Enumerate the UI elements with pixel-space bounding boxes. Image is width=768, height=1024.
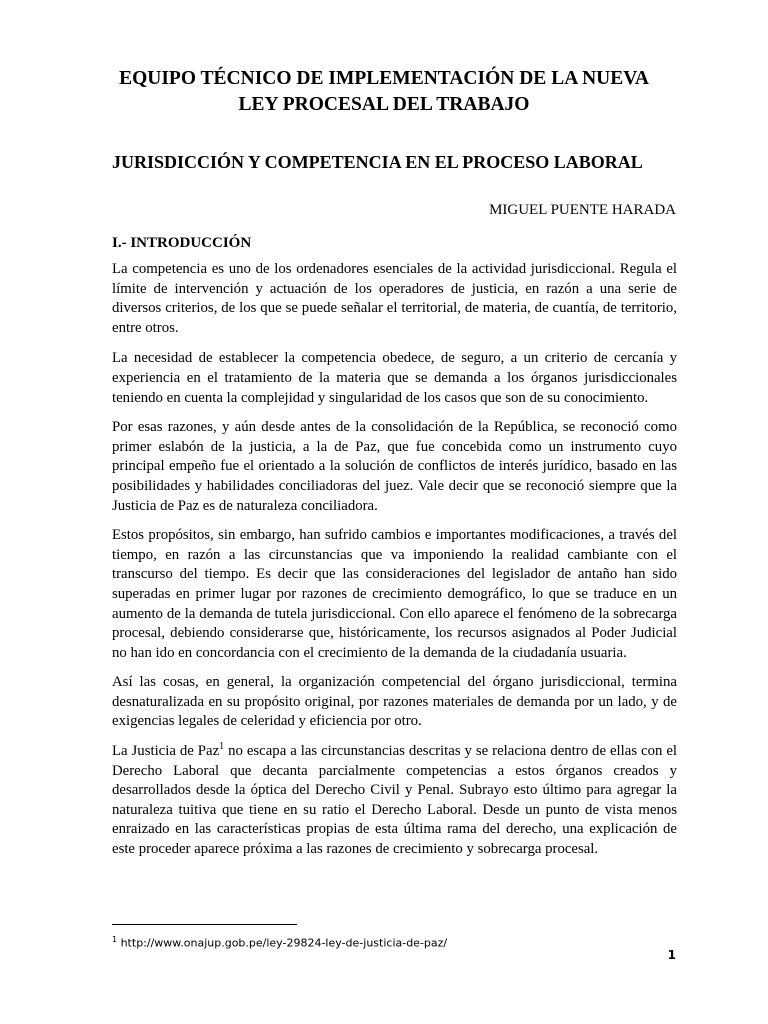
document-subtitle: JURISDICCIÓN Y COMPETENCIA EN EL PROCESO LABORAL: [112, 152, 643, 172]
footnote-number: 1: [112, 935, 118, 944]
footnote-separator: [112, 924, 297, 925]
paragraph-lead: La Justicia de Paz: [112, 743, 220, 760]
paragraph: Por esas razones, y aún desde antes de la consolidación de la República, se reconoció como primer eslabón de la justicia, a la de Paz, que fue concebida como un instrumento cuyo principal empeño fue el orientado a la solución de conflictos de interés jurídico, basado en las posibilidades y habilidades conciliadoras del juez. Vale decir que se reconoció siempre que la Justicia de Paz es de naturaleza conciliadora.: [112, 419, 677, 514]
paragraph: Estos propósitos, sin embargo, han sufrido cambios e importantes modificaciones, a través del tiempo, en razón a las circunstancias que va imponiendo la realidad cambiante con el transcurso del tiempo. Es decir que las consideraciones del legislador de antaño han sido superadas en primer lugar por razones de crecimiento demográfico, lo que se traduce en un aumento de la demanda de tutela jurisdiccional. Con ello aparece el fenómeno de la sobrecarga procesal, debiendo considerarse que, históricamente, los recursos asignados al Poder Judicial no han ido en concordancia con el crecimiento de la demanda de la ciudadanía usuaria.: [112, 527, 677, 661]
document-title: EQUIPO TÉCNICO DE IMPLEMENTACIÓN DE LA NUEVA LEY PROCESAL DEL TRABAJO: [119, 68, 649, 115]
document-body: [112, 260, 677, 870]
author-name: MIGUEL PUENTE HARADA: [489, 202, 676, 218]
section-heading: I.- INTRODUCCIÓN: [112, 235, 252, 251]
footnote: [112, 933, 447, 951]
paragraph: La necesidad de establecer la competencia obedece, de seguro, a un criterio de cercanía y experiencia en el tratamiento de la materia que se demanda a los órganos jurisdiccionales teniendo en cuenta la complejidad y singularidad de los casos que son de su conocimiento.: [112, 350, 677, 406]
paragraph-rest: no escapa a las circunstancias descritas y se relaciona dentro de ellas con el Derecho Laboral que decanta parcialmente competencias a estos órganos creados y desarrollados desde la óptica del Derecho Civil y Penal. Subrayo esto último para agregar la naturaleza tuitiva que tiene en su ratio el Derecho Laboral. Desde un punto de vista menos enraizado en las características propias de esta última rama del derecho, una explicación de este proceder aparece próxima a las razones de crecimiento y sobrecarga procesal.: [112, 743, 678, 858]
paragraph: Así las cosas, en general, la organización competencial del órgano jurisdiccional, termina desnaturalizada en su propósito original, por razones materiales de demanda por un lado, y de exigencias legales de celeridad y eficiencia por otro.: [112, 674, 677, 730]
page-number: 1: [667, 948, 676, 962]
footnote-reference[interactable]: 1: [219, 741, 225, 753]
paragraph-justicia-de-paz: [112, 742, 677, 860]
footnote-url[interactable]: http://www.onajup.gob.pe/ley-29824-ley-de-justicia-de-paz/: [117, 936, 448, 950]
paragraph: La competencia es uno de los ordenadores esenciales de la actividad jurisdiccional. Regula el límite de intervención y actuación de los operadores de justicia, en razón a una serie de diversos criterios, de los que se puede señalar el territorial, de materia, de cuantía, de territorio, entre otros.: [112, 261, 677, 336]
